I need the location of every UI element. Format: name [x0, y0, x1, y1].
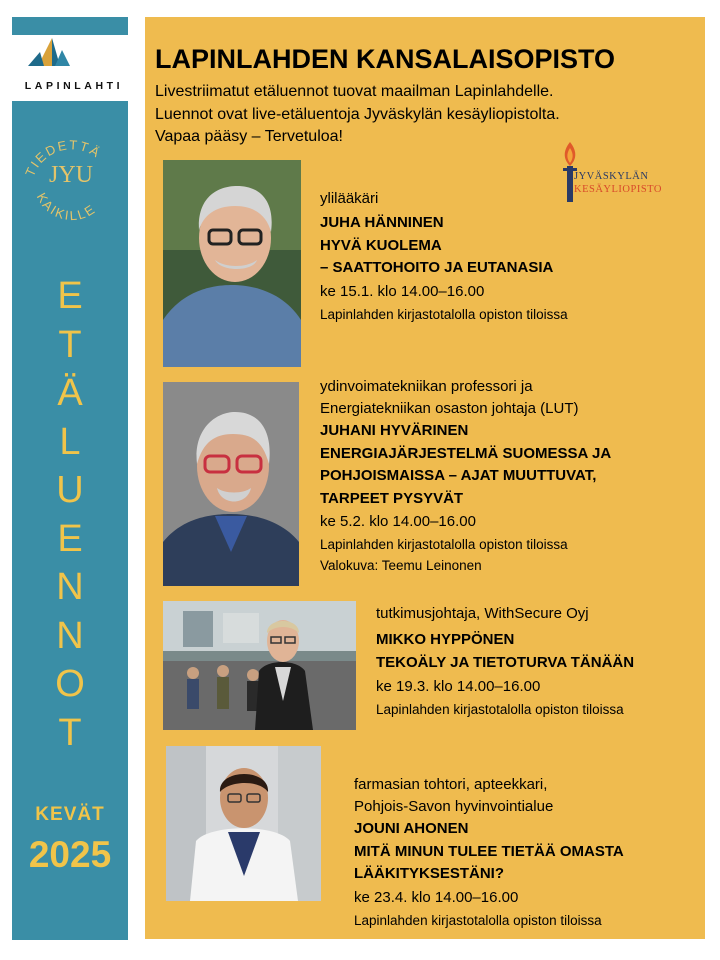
lecture-date: ke 5.2. klo 14.00–16.00 — [320, 513, 476, 530]
lapinlahti-logo-text: LAPINLAHTI — [24, 80, 124, 92]
intro-line: Vapaa pääsy – Tervetuloa! — [155, 128, 343, 145]
speaker-photo-hanninen — [163, 160, 301, 367]
jyu-badge-logo — [14, 120, 128, 234]
photo-credit: Valokuva: Teemu Leinonen — [320, 558, 482, 573]
lecture-title: ENERGIAJÄRJESTELMÄ SUOMESSA JA — [320, 444, 612, 462]
lecture-date: ke 19.3. klo 14.00–16.00 — [376, 678, 541, 695]
speaker-role: Pohjois-Savon hyvinvointialue — [354, 798, 554, 815]
vertical-title-letter: E — [57, 517, 83, 560]
lecture-title: MITÄ MINUN TULEE TIETÄÄ OMASTA — [354, 842, 624, 860]
lecture-title: TEKOÄLY JA TIETOTURVA TÄNÄÄN — [376, 653, 635, 671]
speaker-photo-hypponen — [163, 601, 356, 730]
speaker-role: ylilääkäri — [320, 190, 379, 207]
vertical-title-letter: E — [57, 275, 83, 317]
lecture-title: POHJOISMAISSA – AJAT MUUTTUVAT, — [320, 467, 597, 484]
lecture-location: Lapinlahden kirjastotalolla opiston tiloissa — [320, 306, 568, 322]
jkl-logo-line1: JYVÄSKYLÄN — [574, 171, 649, 182]
speaker-role: farmasian tohtori, apteekkari, — [354, 776, 548, 793]
lecture-title: LÄÄKITYKSESTÄNI? — [354, 865, 504, 882]
lecture-1 — [320, 188, 568, 325]
svg-text:KAIKILLE — [34, 190, 99, 223]
speaker-photo-hyvarinen — [163, 382, 299, 586]
lecture-location: Lapinlahden kirjastotalolla opiston tiloissa — [354, 912, 602, 928]
speaker-name: MIKKO HYPPÖNEN — [376, 631, 515, 648]
jyu-abbr: JYU — [48, 162, 94, 188]
jkl-logo-line2: KESÄYLIOPISTO — [574, 184, 662, 195]
lecture-date: ke 23.4. klo 14.00–16.00 — [354, 888, 519, 906]
speaker-role: Energiatekniikan osaston johtaja (LUT) — [320, 400, 579, 417]
vertical-title-letter: Ä — [57, 372, 83, 414]
lecture-title: TARPEET PYSYVÄT — [320, 489, 464, 507]
lecture-location: Lapinlahden kirjastotalolla opiston tiloissa — [320, 537, 568, 552]
season-label: KEVÄT — [35, 804, 105, 825]
vertical-title-letter: U — [56, 469, 84, 511]
top-color-bar — [12, 17, 128, 35]
speaker-role: ydinvoimatekniikan professori ja — [320, 378, 533, 395]
vertical-title-etaluennot — [12, 272, 128, 757]
speaker-name: JOUNI AHONEN — [354, 820, 469, 837]
speaker-name: JUHANI HYVÄRINEN — [320, 422, 469, 439]
vertical-title-letter: N — [56, 614, 84, 657]
lecture-title: HYVÄ KUOLEMA — [320, 236, 442, 254]
vertical-title-letter: O — [55, 663, 85, 705]
lecture-4 — [354, 774, 624, 931]
lecture-title: – SAATTOHOITO JA EUTANASIA — [320, 259, 554, 276]
speaker-photo-ahonen — [166, 746, 321, 901]
intro-line: Luennot ovat live-etäluentoja Jyväskylän kesäyliopistolta. — [155, 105, 560, 123]
vertical-title-letter: T — [58, 323, 82, 366]
intro-line: Livestriimatut etäluennot tuovat maailman Lapinlahdelle. — [155, 83, 554, 100]
lecture-location: Lapinlahden kirjastotalolla opiston tiloissa — [376, 702, 624, 717]
lecture-2 — [320, 376, 611, 576]
lecture-3 — [376, 603, 634, 720]
vertical-title-letter: L — [59, 420, 81, 463]
speaker-name: JUHA HÄNNINEN — [320, 214, 444, 231]
page-title: LAPINLAHDEN KANSALAISOPISTO — [155, 44, 616, 74]
lecture-date: ke 15.1. klo 14.00–16.00 — [320, 282, 485, 300]
year-label: 2025 — [28, 834, 112, 875]
jyu-badge-text-bottom: KAIKILLE — [33, 190, 99, 224]
vertical-title-letter: T — [58, 711, 82, 754]
speaker-role: tutkimusjohtaja, WithSecure Oyj — [376, 605, 589, 622]
vertical-title-letter: N — [56, 566, 84, 608]
jyu-badge-text-top: TIEDETTÄ — [22, 137, 105, 179]
